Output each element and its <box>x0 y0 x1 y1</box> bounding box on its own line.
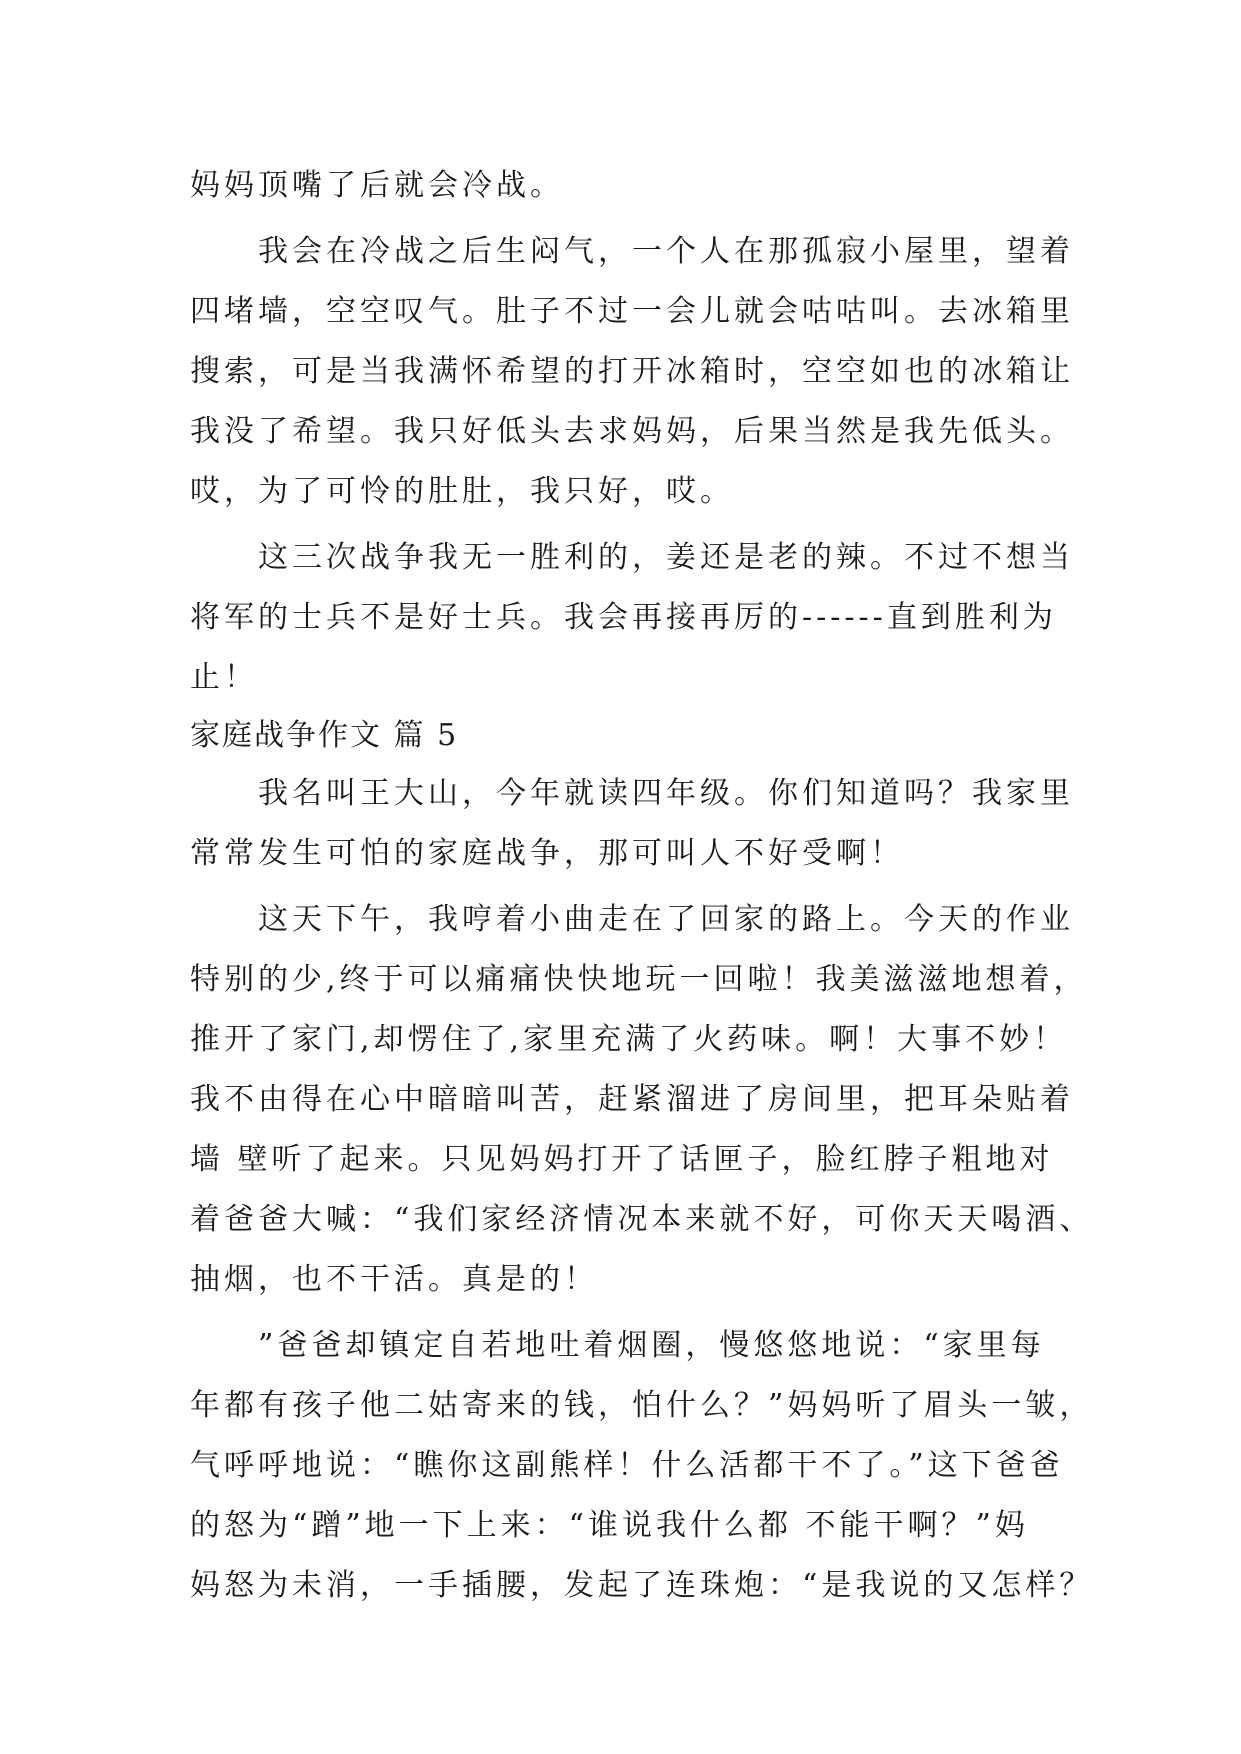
text-line: 特别的少,终于可以痛痛快快地玩一回啦！我美滋滋地想着， <box>190 962 1088 997</box>
text-line: 着爸爸大喊：“我们家经济情况本来就不好，可你天天喝酒、 <box>190 1202 1094 1237</box>
paragraph-first-line: 我名叫王大山，今年就读四年级。你们知道吗？我家里 <box>258 776 1074 811</box>
paragraph-first-line: 这三次战争我无一胜利的，姜还是老的辣。不过不想当 <box>258 540 1074 575</box>
text-line: 搜索，可是当我满怀希望的打开冰箱时，空空如也的冰箱让 <box>190 354 1074 389</box>
paragraph-first-line: 这天下午，我哼着小曲走在了回家的路上。今天的作业 <box>258 902 1074 937</box>
text-line: 年都有孩子他二姑寄来的钱，怕什么？”妈妈听了眉头一皱， <box>190 1388 1094 1423</box>
text-line: 我没了希望。我只好低头去求妈妈，后果当然是我先低头。 <box>190 414 1074 449</box>
text-line: 我不由得在心中暗暗叫苦，赶紧溜进了房间里，把耳朵贴着 <box>190 1082 1074 1117</box>
text-line: 抽烟，也不干活。真是的！ <box>190 1262 598 1297</box>
paragraph-first-line: ”爸爸却镇定自若地吐着烟圈，慢悠悠地说：“家里每 <box>258 1328 1045 1363</box>
text-line: 推开了家门,却愣住了,家里充满了火药味。啊！大事不妙！ <box>190 1022 1068 1057</box>
text-line: 将军的士兵不是好士兵。我会再接再厉的------直到胜利为 <box>190 600 1057 635</box>
section-heading: 家庭战争作文 篇 5 <box>190 718 459 753</box>
text-line: 哎，为了可怜的肚肚，我只好，哎。 <box>190 474 734 509</box>
text-line: 妈妈顶嘴了后就会冷战。 <box>190 168 564 203</box>
text-line: 止！ <box>190 660 258 695</box>
text-line: 墙 壁听了起来。只见妈妈打开了话匣子，脸红脖子粗地对 <box>190 1142 1054 1177</box>
text-line: 妈怒为未消，一手插腰，发起了连珠炮：“是我说的又怎样？ <box>190 1568 1094 1603</box>
text-line: 常常发生可怕的家庭战争，那可叫人不好受啊！ <box>190 836 904 871</box>
paragraph-first-line: 我会在冷战之后生闷气，一个人在那孤寂小屋里，望着 <box>258 234 1074 269</box>
text-line: 气呼呼地说：“瞧你这副熊样！什么活都干不了。”这下爸爸 <box>190 1448 1064 1483</box>
text-line: 的怒为“蹭”地一下上来：“谁说我什么都 不能干啊？”妈 <box>190 1508 1029 1543</box>
text-line: 四堵墙，空空叹气。肚子不过一会儿就会咕咕叫。去冰箱里 <box>190 294 1074 329</box>
